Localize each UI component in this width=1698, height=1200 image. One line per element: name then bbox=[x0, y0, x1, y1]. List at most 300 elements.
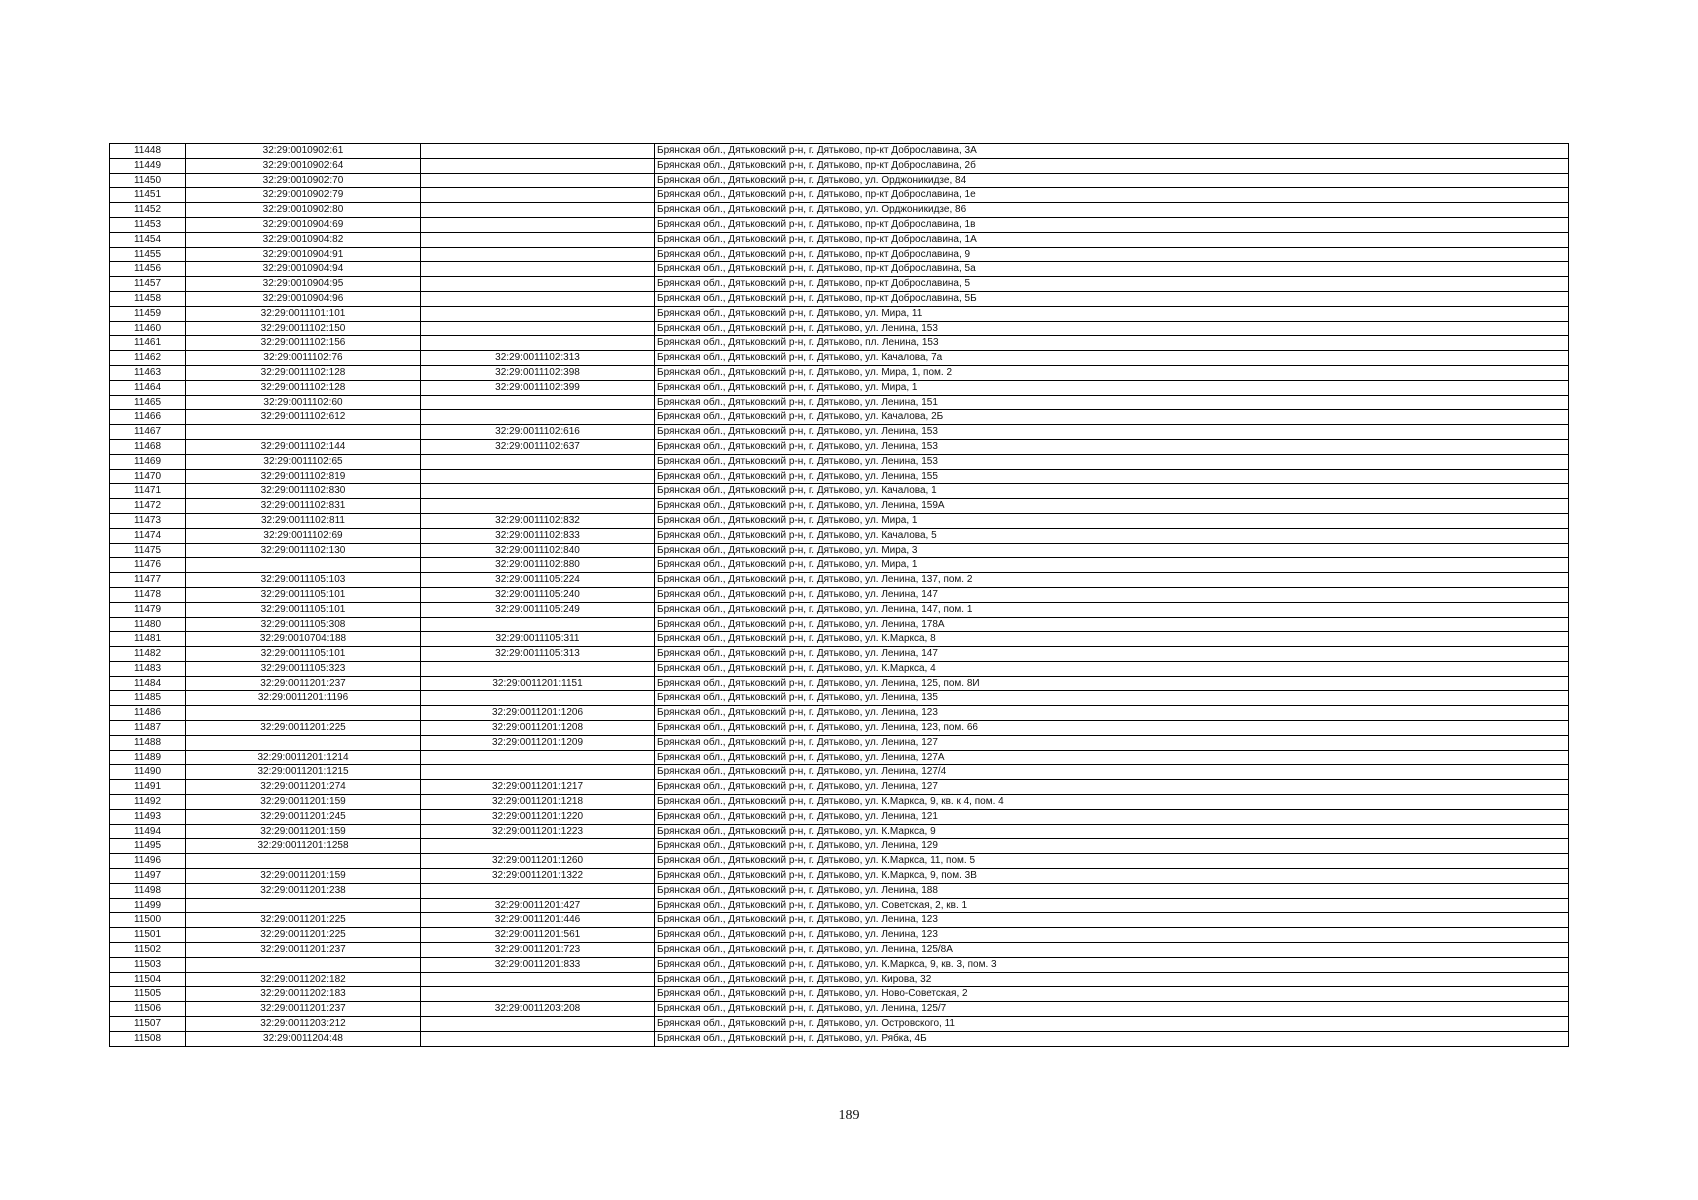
address-cell: Брянская обл., Дятьковский р-н, г. Дятьково, ул. Ленина, 159А bbox=[655, 499, 1569, 514]
table-row bbox=[110, 898, 1569, 913]
cadastral-number-cell: 32:29:0010904:69 bbox=[186, 217, 421, 232]
related-cadastral-number-cell bbox=[421, 1017, 655, 1032]
address-cell: Брянская обл., Дятьковский р-н, г. Дятьково, ул. Ново-Советская, 2 bbox=[655, 987, 1569, 1002]
related-cadastral-number-cell: 32:29:0011105:224 bbox=[421, 573, 655, 588]
row-number-cell: 11479 bbox=[110, 602, 186, 617]
table-row bbox=[110, 972, 1569, 987]
row-number-cell: 11481 bbox=[110, 632, 186, 647]
table-row bbox=[110, 839, 1569, 854]
address-cell: Брянская обл., Дятьковский р-н, г. Дятьково, пр-кт Доброславина, 9 bbox=[655, 247, 1569, 262]
row-number-cell: 11499 bbox=[110, 898, 186, 913]
address-cell: Брянская обл., Дятьковский р-н, г. Дятьково, ул. Ленина, 129 bbox=[655, 839, 1569, 854]
address-cell: Брянская обл., Дятьковский р-н, г. Дятьково, пр-кт Доброславина, 5Б bbox=[655, 291, 1569, 306]
cadastral-number-cell: 32:29:0011201:1196 bbox=[186, 691, 421, 706]
cadastral-number-cell: 32:29:0011201:159 bbox=[186, 824, 421, 839]
table-row bbox=[110, 321, 1569, 336]
address-cell: Брянская обл., Дятьковский р-н, г. Дятьково, ул. Ленина, 123, пом. 66 bbox=[655, 721, 1569, 736]
related-cadastral-number-cell: 32:29:0011105:240 bbox=[421, 587, 655, 602]
table-row bbox=[110, 469, 1569, 484]
address-cell: Брянская обл., Дятьковский р-н, г. Дятьково, ул. Ленина, 127 bbox=[655, 735, 1569, 750]
address-cell: Брянская обл., Дятьковский р-н, г. Дятьково, ул. Качалова, 5 bbox=[655, 528, 1569, 543]
table-row bbox=[110, 499, 1569, 514]
address-cell: Брянская обл., Дятьковский р-н, г. Дятьково, пр-кт Доброславина, 1в bbox=[655, 217, 1569, 232]
related-cadastral-number-cell: 32:29:0011102:880 bbox=[421, 558, 655, 573]
address-cell: Брянская обл., Дятьковский р-н, г. Дятьково, ул. Островского, 11 bbox=[655, 1017, 1569, 1032]
row-number-cell: 11486 bbox=[110, 706, 186, 721]
cadastral-number-cell: 32:29:0011102:130 bbox=[186, 543, 421, 558]
address-cell: Брянская обл., Дятьковский р-н, г. Дятьково, пл. Ленина, 153 bbox=[655, 336, 1569, 351]
row-number-cell: 11471 bbox=[110, 484, 186, 499]
table-row bbox=[110, 232, 1569, 247]
table-row bbox=[110, 617, 1569, 632]
cadastral-number-cell: 32:29:0010902:79 bbox=[186, 188, 421, 203]
related-cadastral-number-cell: 32:29:0011201:1206 bbox=[421, 706, 655, 721]
address-cell: Брянская обл., Дятьковский р-н, г. Дятьково, ул. Ленина, 153 bbox=[655, 425, 1569, 440]
row-number-cell: 11504 bbox=[110, 972, 186, 987]
related-cadastral-number-cell bbox=[421, 321, 655, 336]
address-cell: Брянская обл., Дятьковский р-н, г. Дятьково, ул. Ленина, 125/8А bbox=[655, 943, 1569, 958]
cadastral-number-cell bbox=[186, 558, 421, 573]
address-cell: Брянская обл., Дятьковский р-н, г. Дятьково, ул. Ленина, 147 bbox=[655, 647, 1569, 662]
address-cell: Брянская обл., Дятьковский р-н, г. Дятьково, ул. Мира, 1 bbox=[655, 513, 1569, 528]
address-cell: Брянская обл., Дятьковский р-н, г. Дятьково, ул. Ленина, 121 bbox=[655, 809, 1569, 824]
table-row bbox=[110, 854, 1569, 869]
table-row bbox=[110, 795, 1569, 810]
cadastral-number-cell: 32:29:0011201:1214 bbox=[186, 750, 421, 765]
address-cell: Брянская обл., Дятьковский р-н, г. Дятьково, ул. Качалова, 1 bbox=[655, 484, 1569, 499]
table-row bbox=[110, 750, 1569, 765]
row-number-cell: 11503 bbox=[110, 957, 186, 972]
related-cadastral-number-cell: 32:29:0011102:398 bbox=[421, 365, 655, 380]
related-cadastral-number-cell: 32:29:0011105:313 bbox=[421, 647, 655, 662]
cadastral-number-cell: 32:29:0010902:64 bbox=[186, 158, 421, 173]
cadastral-number-cell: 32:29:0011201:238 bbox=[186, 883, 421, 898]
cadastral-number-cell: 32:29:0011102:831 bbox=[186, 499, 421, 514]
address-cell: Брянская обл., Дятьковский р-н, г. Дятьково, ул. Мира, 1 bbox=[655, 558, 1569, 573]
row-number-cell: 11505 bbox=[110, 987, 186, 1002]
cadastral-number-cell bbox=[186, 706, 421, 721]
table-row bbox=[110, 291, 1569, 306]
table-row bbox=[110, 602, 1569, 617]
cadastral-number-cell: 32:29:0011201:274 bbox=[186, 780, 421, 795]
related-cadastral-number-cell bbox=[421, 158, 655, 173]
row-number-cell: 11507 bbox=[110, 1017, 186, 1032]
cadastral-number-cell: 32:29:0011201:237 bbox=[186, 676, 421, 691]
address-cell: Брянская обл., Дятьковский р-н, г. Дятьково, ул. Мира, 11 bbox=[655, 306, 1569, 321]
cadastral-number-cell: 32:29:0011102:819 bbox=[186, 469, 421, 484]
address-cell: Брянская обл., Дятьковский р-н, г. Дятьково, ул. Мира, 1 bbox=[655, 380, 1569, 395]
address-cell: Брянская обл., Дятьковский р-н, г. Дятьково, ул. Ленина, 151 bbox=[655, 395, 1569, 410]
address-cell: Брянская обл., Дятьковский р-н, г. Дятьково, ул. Ленина, 137, пом. 2 bbox=[655, 573, 1569, 588]
address-cell: Брянская обл., Дятьковский р-н, г. Дятьково, ул. Ленина, 147, пом. 1 bbox=[655, 602, 1569, 617]
address-cell: Брянская обл., Дятьковский р-н, г. Дятьково, ул. Ленина, 127 bbox=[655, 780, 1569, 795]
related-cadastral-number-cell bbox=[421, 972, 655, 987]
address-cell: Брянская обл., Дятьковский р-н, г. Дятьково, ул. Ленина, 127/4 bbox=[655, 765, 1569, 780]
related-cadastral-number-cell: 32:29:0011201:1209 bbox=[421, 735, 655, 750]
related-cadastral-number-cell bbox=[421, 484, 655, 499]
related-cadastral-number-cell bbox=[421, 144, 655, 159]
related-cadastral-number-cell bbox=[421, 306, 655, 321]
address-cell: Брянская обл., Дятьковский р-н, г. Дятьково, ул. Ленина, 188 bbox=[655, 883, 1569, 898]
related-cadastral-number-cell bbox=[421, 203, 655, 218]
address-cell: Брянская обл., Дятьковский р-н, г. Дятьково, ул. Советская, 2, кв. 1 bbox=[655, 898, 1569, 913]
table-row bbox=[110, 365, 1569, 380]
address-cell: Брянская обл., Дятьковский р-н, г. Дятьково, ул. Ленина, 153 bbox=[655, 454, 1569, 469]
row-number-cell: 11475 bbox=[110, 543, 186, 558]
table-row bbox=[110, 380, 1569, 395]
table-row bbox=[110, 987, 1569, 1002]
address-cell: Брянская обл., Дятьковский р-н, г. Дятьково, пр-кт Доброславина, 5 bbox=[655, 277, 1569, 292]
related-cadastral-number-cell bbox=[421, 691, 655, 706]
row-number-cell: 11464 bbox=[110, 380, 186, 395]
cadastral-number-cell: 32:29:0011201:225 bbox=[186, 928, 421, 943]
table-row bbox=[110, 262, 1569, 277]
row-number-cell: 11459 bbox=[110, 306, 186, 321]
cadastral-number-cell: 32:29:0011101:101 bbox=[186, 306, 421, 321]
table-row bbox=[110, 676, 1569, 691]
related-cadastral-number-cell: 32:29:0011201:561 bbox=[421, 928, 655, 943]
related-cadastral-number-cell: 32:29:0011102:616 bbox=[421, 425, 655, 440]
address-cell: Брянская обл., Дятьковский р-н, г. Дятьково, пр-кт Доброславина, 2б bbox=[655, 158, 1569, 173]
cadastral-number-cell: 32:29:0011102:144 bbox=[186, 439, 421, 454]
row-number-cell: 11508 bbox=[110, 1031, 186, 1046]
cadastral-number-cell: 32:29:0011105:101 bbox=[186, 602, 421, 617]
cadastral-number-cell: 32:29:0011105:308 bbox=[186, 617, 421, 632]
related-cadastral-number-cell bbox=[421, 765, 655, 780]
cadastral-number-cell: 32:29:0011202:183 bbox=[186, 987, 421, 1002]
cadastral-number-cell: 32:29:0011201:1215 bbox=[186, 765, 421, 780]
table-row bbox=[110, 336, 1569, 351]
table-row bbox=[110, 957, 1569, 972]
related-cadastral-number-cell bbox=[421, 395, 655, 410]
cadastral-number-cell: 32:29:0011105:101 bbox=[186, 587, 421, 602]
cadastral-number-cell: 32:29:0011102:69 bbox=[186, 528, 421, 543]
cadastral-number-cell: 32:29:0011201:1258 bbox=[186, 839, 421, 854]
related-cadastral-number-cell: 32:29:0011201:723 bbox=[421, 943, 655, 958]
address-cell: Брянская обл., Дятьковский р-н, г. Дятьково, ул. Кирова, 32 bbox=[655, 972, 1569, 987]
row-number-cell: 11501 bbox=[110, 928, 186, 943]
table-row bbox=[110, 395, 1569, 410]
related-cadastral-number-cell bbox=[421, 987, 655, 1002]
cadastral-number-cell: 32:29:0011201:237 bbox=[186, 1002, 421, 1017]
related-cadastral-number-cell bbox=[421, 410, 655, 425]
row-number-cell: 11484 bbox=[110, 676, 186, 691]
row-number-cell: 11465 bbox=[110, 395, 186, 410]
related-cadastral-number-cell: 32:29:0011203:208 bbox=[421, 1002, 655, 1017]
table-row bbox=[110, 780, 1569, 795]
related-cadastral-number-cell: 32:29:0011102:313 bbox=[421, 351, 655, 366]
address-cell: Брянская обл., Дятьковский р-н, г. Дятьково, ул. Орджоникидзе, 86 bbox=[655, 203, 1569, 218]
cadastral-number-cell: 32:29:0011102:65 bbox=[186, 454, 421, 469]
table-row bbox=[110, 706, 1569, 721]
address-cell: Брянская обл., Дятьковский р-н, г. Дятьково, пр-кт Доброславина, 3А bbox=[655, 144, 1569, 159]
table-row bbox=[110, 513, 1569, 528]
table-row bbox=[110, 425, 1569, 440]
address-cell: Брянская обл., Дятьковский р-н, г. Дятьково, ул. К.Маркса, 4 bbox=[655, 661, 1569, 676]
address-cell: Брянская обл., Дятьковский р-н, г. Дятьково, ул. К.Маркса, 9, пом. 3В bbox=[655, 869, 1569, 884]
row-number-cell: 11478 bbox=[110, 587, 186, 602]
related-cadastral-number-cell bbox=[421, 188, 655, 203]
cadastral-number-cell: 32:29:0011202:182 bbox=[186, 972, 421, 987]
table-row bbox=[110, 277, 1569, 292]
table-row bbox=[110, 247, 1569, 262]
table-row bbox=[110, 439, 1569, 454]
address-cell: Брянская обл., Дятьковский р-н, г. Дятьково, ул. К.Маркса, 8 bbox=[655, 632, 1569, 647]
cadastral-number-cell: 32:29:0011201:237 bbox=[186, 943, 421, 958]
table-row bbox=[110, 1031, 1569, 1046]
row-number-cell: 11453 bbox=[110, 217, 186, 232]
cadastral-number-cell: 32:29:0010902:61 bbox=[186, 144, 421, 159]
related-cadastral-number-cell: 32:29:0011102:637 bbox=[421, 439, 655, 454]
related-cadastral-number-cell: 32:29:0011105:249 bbox=[421, 602, 655, 617]
row-number-cell: 11491 bbox=[110, 780, 186, 795]
row-number-cell: 11473 bbox=[110, 513, 186, 528]
related-cadastral-number-cell bbox=[421, 839, 655, 854]
row-number-cell: 11470 bbox=[110, 469, 186, 484]
cadastral-number-cell bbox=[186, 854, 421, 869]
table-row bbox=[110, 573, 1569, 588]
table-row bbox=[110, 217, 1569, 232]
cadastral-number-cell bbox=[186, 898, 421, 913]
row-number-cell: 11489 bbox=[110, 750, 186, 765]
address-cell: Брянская обл., Дятьковский р-н, г. Дятьково, ул. Мира, 3 bbox=[655, 543, 1569, 558]
row-number-cell: 11467 bbox=[110, 425, 186, 440]
table-row bbox=[110, 543, 1569, 558]
cadastral-number-cell: 32:29:0011102:60 bbox=[186, 395, 421, 410]
related-cadastral-number-cell bbox=[421, 232, 655, 247]
related-cadastral-number-cell bbox=[421, 883, 655, 898]
related-cadastral-number-cell: 32:29:0011201:1223 bbox=[421, 824, 655, 839]
cadastral-number-cell: 32:29:0011201:159 bbox=[186, 869, 421, 884]
table-row bbox=[110, 632, 1569, 647]
cadastral-number-cell: 32:29:0010904:91 bbox=[186, 247, 421, 262]
address-cell: Брянская обл., Дятьковский р-н, г. Дятьково, ул. Ленина, 178А bbox=[655, 617, 1569, 632]
address-cell: Брянская обл., Дятьковский р-н, г. Дятьково, ул. Ленина, 123 bbox=[655, 913, 1569, 928]
related-cadastral-number-cell bbox=[421, 499, 655, 514]
row-number-cell: 11454 bbox=[110, 232, 186, 247]
related-cadastral-number-cell: 32:29:0011201:1217 bbox=[421, 780, 655, 795]
cadastral-number-cell bbox=[186, 957, 421, 972]
table-row bbox=[110, 158, 1569, 173]
table-row bbox=[110, 1002, 1569, 1017]
table-row bbox=[110, 824, 1569, 839]
related-cadastral-number-cell: 32:29:0011105:311 bbox=[421, 632, 655, 647]
row-number-cell: 11476 bbox=[110, 558, 186, 573]
table-row bbox=[110, 454, 1569, 469]
address-cell: Брянская обл., Дятьковский р-н, г. Дятьково, пр-кт Доброславина, 1А bbox=[655, 232, 1569, 247]
address-cell: Брянская обл., Дятьковский р-н, г. Дятьково, ул. К.Маркса, 9 bbox=[655, 824, 1569, 839]
address-cell: Брянская обл., Дятьковский р-н, г. Дятьково, ул. Ленина, 153 bbox=[655, 439, 1569, 454]
related-cadastral-number-cell bbox=[421, 617, 655, 632]
page-number: 189 bbox=[838, 1108, 860, 1123]
address-cell: Брянская обл., Дятьковский р-н, г. Дятьково, ул. Ленина, 125/7 bbox=[655, 1002, 1569, 1017]
related-cadastral-number-cell: 32:29:0011201:1218 bbox=[421, 795, 655, 810]
table-row bbox=[110, 928, 1569, 943]
row-number-cell: 11463 bbox=[110, 365, 186, 380]
property-registry-table bbox=[109, 143, 1569, 1047]
table-row bbox=[110, 661, 1569, 676]
row-number-cell: 11450 bbox=[110, 173, 186, 188]
cadastral-number-cell: 32:29:0011102:128 bbox=[186, 365, 421, 380]
row-number-cell: 11483 bbox=[110, 661, 186, 676]
table-row bbox=[110, 203, 1569, 218]
related-cadastral-number-cell bbox=[421, 291, 655, 306]
row-number-cell: 11498 bbox=[110, 883, 186, 898]
cadastral-number-cell: 32:29:0010904:82 bbox=[186, 232, 421, 247]
row-number-cell: 11492 bbox=[110, 795, 186, 810]
related-cadastral-number-cell bbox=[421, 173, 655, 188]
table-body bbox=[110, 144, 1569, 1047]
cadastral-number-cell: 32:29:0010904:94 bbox=[186, 262, 421, 277]
related-cadastral-number-cell bbox=[421, 217, 655, 232]
related-cadastral-number-cell: 32:29:0011102:399 bbox=[421, 380, 655, 395]
row-number-cell: 11457 bbox=[110, 277, 186, 292]
row-number-cell: 11488 bbox=[110, 735, 186, 750]
cadastral-number-cell: 32:29:0011102:811 bbox=[186, 513, 421, 528]
table-row bbox=[110, 721, 1569, 736]
table-row bbox=[110, 869, 1569, 884]
related-cadastral-number-cell: 32:29:0011201:1151 bbox=[421, 676, 655, 691]
cadastral-number-cell: 32:29:0010904:95 bbox=[186, 277, 421, 292]
cadastral-number-cell: 32:29:0011201:159 bbox=[186, 795, 421, 810]
related-cadastral-number-cell bbox=[421, 469, 655, 484]
related-cadastral-number-cell: 32:29:0011102:833 bbox=[421, 528, 655, 543]
row-number-cell: 11456 bbox=[110, 262, 186, 277]
row-number-cell: 11477 bbox=[110, 573, 186, 588]
related-cadastral-number-cell: 32:29:0011201:446 bbox=[421, 913, 655, 928]
cadastral-number-cell: 32:29:0011201:225 bbox=[186, 913, 421, 928]
row-number-cell: 11480 bbox=[110, 617, 186, 632]
table-row bbox=[110, 558, 1569, 573]
address-cell: Брянская обл., Дятьковский р-н, г. Дятьково, пр-кт Доброславина, 1е bbox=[655, 188, 1569, 203]
related-cadastral-number-cell: 32:29:0011201:1220 bbox=[421, 809, 655, 824]
row-number-cell: 11468 bbox=[110, 439, 186, 454]
row-number-cell: 11462 bbox=[110, 351, 186, 366]
address-cell: Брянская обл., Дятьковский р-н, г. Дятьково, ул. Ленина, 125, пом. 8И bbox=[655, 676, 1569, 691]
cadastral-number-cell: 32:29:0010704:188 bbox=[186, 632, 421, 647]
table-row bbox=[110, 765, 1569, 780]
cadastral-number-cell bbox=[186, 425, 421, 440]
cadastral-number-cell bbox=[186, 735, 421, 750]
table-row bbox=[110, 913, 1569, 928]
table-row bbox=[110, 410, 1569, 425]
related-cadastral-number-cell: 32:29:0011102:832 bbox=[421, 513, 655, 528]
row-number-cell: 11496 bbox=[110, 854, 186, 869]
cadastral-number-cell: 32:29:0010902:80 bbox=[186, 203, 421, 218]
row-number-cell: 11448 bbox=[110, 144, 186, 159]
related-cadastral-number-cell bbox=[421, 247, 655, 262]
related-cadastral-number-cell bbox=[421, 454, 655, 469]
cadastral-number-cell: 32:29:0011102:150 bbox=[186, 321, 421, 336]
address-cell: Брянская обл., Дятьковский р-н, г. Дятьково, пр-кт Доброславина, 5а bbox=[655, 262, 1569, 277]
row-number-cell: 11493 bbox=[110, 809, 186, 824]
address-cell: Брянская обл., Дятьковский р-н, г. Дятьково, ул. Ленина, 123 bbox=[655, 706, 1569, 721]
row-number-cell: 11455 bbox=[110, 247, 186, 262]
address-cell: Брянская обл., Дятьковский р-н, г. Дятьково, ул. Ленина, 155 bbox=[655, 469, 1569, 484]
row-number-cell: 11494 bbox=[110, 824, 186, 839]
table-row bbox=[110, 144, 1569, 159]
address-cell: Брянская обл., Дятьковский р-н, г. Дятьково, ул. К.Маркса, 9, кв. к 4, пом. 4 bbox=[655, 795, 1569, 810]
table-row bbox=[110, 484, 1569, 499]
cadastral-number-cell: 32:29:0011102:128 bbox=[186, 380, 421, 395]
table-row bbox=[110, 691, 1569, 706]
related-cadastral-number-cell: 32:29:0011201:833 bbox=[421, 957, 655, 972]
row-number-cell: 11500 bbox=[110, 913, 186, 928]
table-row bbox=[110, 943, 1569, 958]
cadastral-number-cell: 32:29:0011201:225 bbox=[186, 721, 421, 736]
cadastral-number-cell: 32:29:0011204:48 bbox=[186, 1031, 421, 1046]
related-cadastral-number-cell bbox=[421, 750, 655, 765]
table-row bbox=[110, 647, 1569, 662]
related-cadastral-number-cell: 32:29:0011201:427 bbox=[421, 898, 655, 913]
address-cell: Брянская обл., Дятьковский р-н, г. Дятьково, ул. Качалова, 2Б bbox=[655, 410, 1569, 425]
row-number-cell: 11458 bbox=[110, 291, 186, 306]
row-number-cell: 11466 bbox=[110, 410, 186, 425]
table-row bbox=[110, 587, 1569, 602]
row-number-cell: 11502 bbox=[110, 943, 186, 958]
address-cell: Брянская обл., Дятьковский р-н, г. Дятьково, ул. Ленина, 135 bbox=[655, 691, 1569, 706]
address-cell: Брянская обл., Дятьковский р-н, г. Дятьково, ул. Качалова, 7а bbox=[655, 351, 1569, 366]
row-number-cell: 11461 bbox=[110, 336, 186, 351]
table-row bbox=[110, 351, 1569, 366]
table-row bbox=[110, 735, 1569, 750]
cadastral-number-cell: 32:29:0011201:245 bbox=[186, 809, 421, 824]
address-cell: Брянская обл., Дятьковский р-н, г. Дятьково, ул. К.Маркса, 11, пом. 5 bbox=[655, 854, 1569, 869]
table-row bbox=[110, 883, 1569, 898]
related-cadastral-number-cell: 32:29:0011102:840 bbox=[421, 543, 655, 558]
table-row bbox=[110, 528, 1569, 543]
row-number-cell: 11490 bbox=[110, 765, 186, 780]
table-row bbox=[110, 809, 1569, 824]
address-cell: Брянская обл., Дятьковский р-н, г. Дятьково, ул. К.Маркса, 9, кв. 3, пом. 3 bbox=[655, 957, 1569, 972]
related-cadastral-number-cell: 32:29:0011201:1322 bbox=[421, 869, 655, 884]
cadastral-number-cell: 32:29:0010904:96 bbox=[186, 291, 421, 306]
row-number-cell: 11487 bbox=[110, 721, 186, 736]
table-row bbox=[110, 173, 1569, 188]
related-cadastral-number-cell bbox=[421, 661, 655, 676]
address-cell: Брянская обл., Дятьковский р-н, г. Дятьково, ул. Орджоникидзе, 84 bbox=[655, 173, 1569, 188]
address-cell: Брянская обл., Дятьковский р-н, г. Дятьково, ул. Ленина, 153 bbox=[655, 321, 1569, 336]
address-cell: Брянская обл., Дятьковский р-н, г. Дятьково, ул. Ленина, 147 bbox=[655, 587, 1569, 602]
address-cell: Брянская обл., Дятьковский р-н, г. Дятьково, ул. Рябка, 4Б bbox=[655, 1031, 1569, 1046]
row-number-cell: 11497 bbox=[110, 869, 186, 884]
cadastral-number-cell: 32:29:0011105:103 bbox=[186, 573, 421, 588]
cadastral-number-cell: 32:29:0010902:70 bbox=[186, 173, 421, 188]
table-row bbox=[110, 306, 1569, 321]
related-cadastral-number-cell: 32:29:0011201:1208 bbox=[421, 721, 655, 736]
row-number-cell: 11472 bbox=[110, 499, 186, 514]
row-number-cell: 11449 bbox=[110, 158, 186, 173]
table-row bbox=[110, 1017, 1569, 1032]
cadastral-number-cell: 32:29:0011203:212 bbox=[186, 1017, 421, 1032]
cadastral-number-cell: 32:29:0011102:830 bbox=[186, 484, 421, 499]
cadastral-number-cell: 32:29:0011102:612 bbox=[186, 410, 421, 425]
related-cadastral-number-cell bbox=[421, 1031, 655, 1046]
row-number-cell: 11485 bbox=[110, 691, 186, 706]
address-cell: Брянская обл., Дятьковский р-н, г. Дятьково, ул. Ленина, 123 bbox=[655, 928, 1569, 943]
related-cadastral-number-cell bbox=[421, 277, 655, 292]
related-cadastral-number-cell bbox=[421, 262, 655, 277]
address-cell: Брянская обл., Дятьковский р-н, г. Дятьково, ул. Мира, 1, пом. 2 bbox=[655, 365, 1569, 380]
row-number-cell: 11460 bbox=[110, 321, 186, 336]
address-cell: Брянская обл., Дятьковский р-н, г. Дятьково, ул. Ленина, 127А bbox=[655, 750, 1569, 765]
row-number-cell: 11495 bbox=[110, 839, 186, 854]
related-cadastral-number-cell bbox=[421, 336, 655, 351]
row-number-cell: 11451 bbox=[110, 188, 186, 203]
cadastral-number-cell: 32:29:0011105:101 bbox=[186, 647, 421, 662]
cadastral-number-cell: 32:29:0011105:323 bbox=[186, 661, 421, 676]
row-number-cell: 11482 bbox=[110, 647, 186, 662]
